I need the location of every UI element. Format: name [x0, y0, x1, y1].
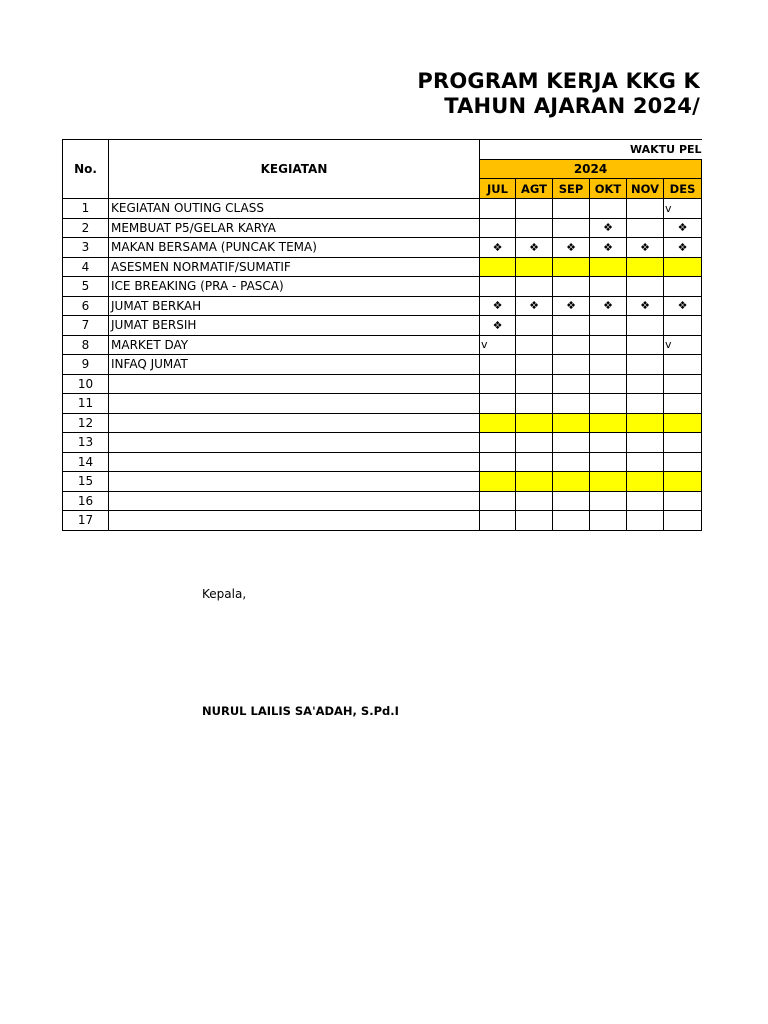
schedule-cell-agt [516, 257, 553, 277]
row-number: 3 [63, 238, 109, 258]
row-number: 6 [63, 296, 109, 316]
schedule-cell-sep [553, 472, 590, 492]
row-number: 1 [63, 199, 109, 219]
schedule-cell-nov [627, 433, 664, 453]
schedule-cell-sep [553, 335, 590, 355]
header-waktu: WAKTU PEL [480, 140, 702, 160]
schedule-cell-nov [627, 316, 664, 336]
table-row [63, 199, 702, 219]
document-subtitle: TAHUN AJARAN 2024/ [444, 94, 700, 118]
schedule-cell-jul [480, 413, 516, 433]
schedule-cell-jul [480, 452, 516, 472]
schedule-cell-agt [516, 199, 553, 219]
row-kegiatan: JUMAT BERKAH [109, 296, 480, 316]
row-number: 4 [63, 257, 109, 277]
table-row [63, 316, 702, 336]
schedule-cell-nov [627, 277, 664, 297]
schedule-cell-okt [590, 355, 627, 375]
schedule-cell-sep [553, 491, 590, 511]
row-kegiatan: MEMBUAT P5/GELAR KARYA [109, 218, 480, 238]
schedule-cell-nov [627, 394, 664, 414]
schedule-cell-agt [516, 452, 553, 472]
table-row [63, 355, 702, 375]
schedule-cell-nov [627, 511, 664, 531]
header-year: 2024 [480, 159, 702, 179]
schedule-cell-agt [516, 394, 553, 414]
row-kegiatan [109, 374, 480, 394]
schedule-cell-agt [516, 277, 553, 297]
schedule-cell-agt [516, 374, 553, 394]
schedule-cell-agt [516, 433, 553, 453]
schedule-cell-okt [590, 433, 627, 453]
row-kegiatan: MAKAN BERSAMA (PUNCAK TEMA) [109, 238, 480, 258]
schedule-cell-jul: ❖ [480, 238, 516, 258]
schedule-cell-jul: ❖ [480, 316, 516, 336]
schedule-cell-jul: ❖ [480, 296, 516, 316]
schedule-cell-nov: ❖ [627, 238, 664, 258]
month-header-des: DES [664, 179, 702, 199]
schedule-cell-okt [590, 511, 627, 531]
program-table [62, 139, 702, 531]
schedule-cell-jul: v [480, 335, 516, 355]
schedule-cell-agt [516, 491, 553, 511]
table-row [63, 472, 702, 492]
row-number: 10 [63, 374, 109, 394]
row-kegiatan: MARKET DAY [109, 335, 480, 355]
schedule-cell-okt [590, 472, 627, 492]
table-row [63, 257, 702, 277]
row-number: 17 [63, 511, 109, 531]
table-row [63, 277, 702, 297]
schedule-cell-okt: ❖ [590, 218, 627, 238]
schedule-cell-agt [516, 413, 553, 433]
table-row [63, 296, 702, 316]
schedule-cell-okt [590, 394, 627, 414]
schedule-cell-sep [553, 277, 590, 297]
schedule-cell-agt [516, 218, 553, 238]
schedule-cell-agt [516, 335, 553, 355]
schedule-cell-nov [627, 413, 664, 433]
schedule-cell-des [664, 413, 702, 433]
signature-role: Kepala, [202, 587, 247, 601]
schedule-cell-des: ❖ [664, 238, 702, 258]
schedule-cell-agt: ❖ [516, 296, 553, 316]
schedule-cell-agt [516, 472, 553, 492]
schedule-cell-okt [590, 413, 627, 433]
month-header-sep: SEP [553, 179, 590, 199]
schedule-cell-nov [627, 257, 664, 277]
schedule-cell-okt [590, 199, 627, 219]
schedule-cell-agt [516, 511, 553, 531]
schedule-cell-sep [553, 199, 590, 219]
schedule-cell-jul [480, 355, 516, 375]
schedule-cell-okt [590, 491, 627, 511]
schedule-cell-des [664, 433, 702, 453]
schedule-cell-sep [553, 316, 590, 336]
schedule-cell-agt [516, 316, 553, 336]
schedule-cell-okt [590, 374, 627, 394]
schedule-cell-nov: ❖ [627, 296, 664, 316]
table-row [63, 452, 702, 472]
row-number: 11 [63, 394, 109, 414]
schedule-cell-nov [627, 491, 664, 511]
schedule-cell-sep [553, 355, 590, 375]
schedule-cell-jul [480, 374, 516, 394]
schedule-cell-jul [480, 491, 516, 511]
schedule-cell-okt [590, 335, 627, 355]
table-row [63, 218, 702, 238]
schedule-cell-nov [627, 355, 664, 375]
row-kegiatan [109, 491, 480, 511]
schedule-cell-sep [553, 374, 590, 394]
schedule-cell-des [664, 257, 702, 277]
schedule-cell-nov [627, 472, 664, 492]
row-kegiatan [109, 511, 480, 531]
schedule-cell-sep [553, 394, 590, 414]
document-title: PROGRAM KERJA KKG K [417, 69, 700, 93]
schedule-cell-jul [480, 394, 516, 414]
schedule-cell-sep [553, 257, 590, 277]
row-kegiatan: ICE BREAKING (PRA - PASCA) [109, 277, 480, 297]
table-row [63, 491, 702, 511]
header-no: No. [63, 140, 109, 199]
schedule-cell-des [664, 355, 702, 375]
schedule-cell-des [664, 491, 702, 511]
schedule-cell-jul [480, 218, 516, 238]
schedule-cell-des [664, 511, 702, 531]
table-row [63, 511, 702, 531]
row-kegiatan: KEGIATAN OUTING CLASS [109, 199, 480, 219]
schedule-cell-sep: ❖ [553, 238, 590, 258]
schedule-cell-des: ❖ [664, 218, 702, 238]
schedule-cell-nov [627, 199, 664, 219]
schedule-cell-des [664, 472, 702, 492]
row-number: 16 [63, 491, 109, 511]
row-kegiatan: ASESMEN NORMATIF/SUMATIF [109, 257, 480, 277]
row-kegiatan [109, 472, 480, 492]
schedule-cell-jul [480, 199, 516, 219]
table-row [63, 335, 702, 355]
schedule-cell-okt [590, 257, 627, 277]
schedule-cell-des: v [664, 335, 702, 355]
row-kegiatan: INFAQ JUMAT [109, 355, 480, 375]
schedule-cell-nov [627, 452, 664, 472]
signature-name: NURUL LAILIS SA'ADAH, S.Pd.I [202, 704, 399, 718]
row-number: 2 [63, 218, 109, 238]
schedule-cell-agt: ❖ [516, 238, 553, 258]
schedule-cell-jul [480, 277, 516, 297]
schedule-cell-sep [553, 452, 590, 472]
schedule-cell-sep [553, 218, 590, 238]
schedule-cell-okt: ❖ [590, 296, 627, 316]
row-kegiatan [109, 433, 480, 453]
schedule-cell-okt [590, 316, 627, 336]
month-header-nov: NOV [627, 179, 664, 199]
month-header-agt: AGT [516, 179, 553, 199]
row-kegiatan [109, 452, 480, 472]
row-number: 5 [63, 277, 109, 297]
header-kegiatan: KEGIATAN [109, 140, 480, 199]
schedule-cell-sep [553, 413, 590, 433]
schedule-cell-des [664, 394, 702, 414]
schedule-cell-nov [627, 218, 664, 238]
schedule-cell-okt [590, 277, 627, 297]
row-number: 14 [63, 452, 109, 472]
schedule-cell-des [664, 277, 702, 297]
row-kegiatan [109, 413, 480, 433]
row-number: 13 [63, 433, 109, 453]
schedule-cell-des [664, 452, 702, 472]
schedule-cell-des: v [664, 199, 702, 219]
month-header-okt: OKT [590, 179, 627, 199]
row-number: 12 [63, 413, 109, 433]
table-row [63, 238, 702, 258]
month-header-jul: JUL [480, 179, 516, 199]
row-number: 7 [63, 316, 109, 336]
schedule-cell-agt [516, 355, 553, 375]
schedule-cell-nov [627, 335, 664, 355]
schedule-cell-nov [627, 374, 664, 394]
row-kegiatan [109, 394, 480, 414]
schedule-cell-jul [480, 257, 516, 277]
row-kegiatan: JUMAT BERSIH [109, 316, 480, 336]
schedule-cell-okt: ❖ [590, 238, 627, 258]
schedule-cell-sep [553, 511, 590, 531]
row-number: 8 [63, 335, 109, 355]
schedule-cell-des [664, 316, 702, 336]
schedule-cell-jul [480, 472, 516, 492]
schedule-cell-jul [480, 511, 516, 531]
schedule-cell-sep: ❖ [553, 296, 590, 316]
table-row [63, 374, 702, 394]
table-row [63, 394, 702, 414]
row-number: 9 [63, 355, 109, 375]
schedule-cell-des [664, 374, 702, 394]
schedule-cell-sep [553, 433, 590, 453]
row-number: 15 [63, 472, 109, 492]
table-row [63, 433, 702, 453]
schedule-cell-jul [480, 433, 516, 453]
schedule-cell-des: ❖ [664, 296, 702, 316]
schedule-cell-okt [590, 452, 627, 472]
table-row [63, 413, 702, 433]
